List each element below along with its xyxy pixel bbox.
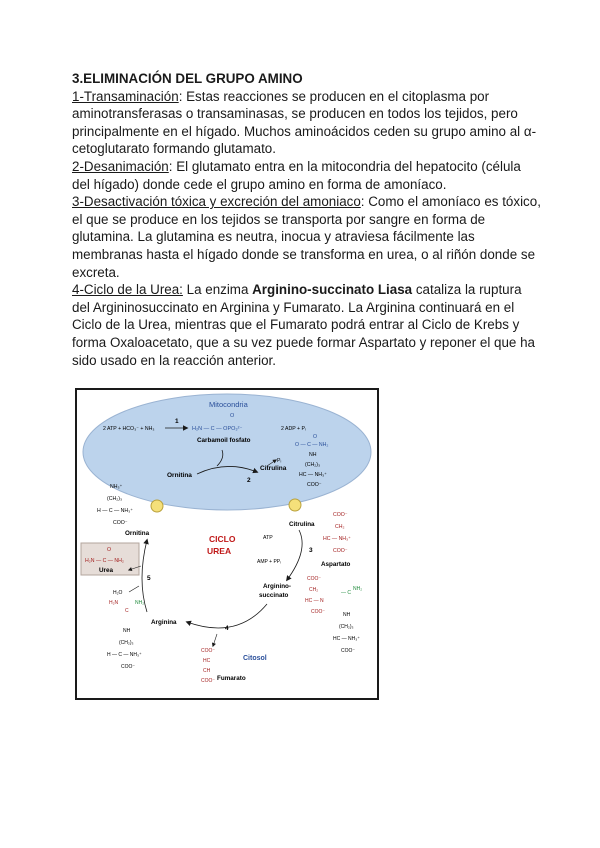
citrulline-coo: COO⁻: [307, 482, 322, 488]
urea-cycle-figure: [75, 388, 379, 700]
ciclo-urea-label: 4-Ciclo de la Urea:: [72, 282, 183, 298]
amp-label: AMP + PPᵢ: [257, 559, 281, 565]
step1-label: 1: [175, 418, 179, 425]
enzyme-name: Arginino-succinato Liasa: [252, 282, 413, 298]
arginine-hc: H — C — NH₃⁺: [107, 652, 142, 658]
aspartate-hc: HC — NH₃⁺: [323, 536, 351, 542]
desactivacion-label: 3-Desactivación tóxica y excreción del amoniaco: [72, 194, 361, 210]
ornithine-nh3: NH₃⁺: [110, 484, 123, 490]
ciclo-urea-text: cataliza la ruptura del Argininosuccinato en Arginina y Fumarato. La Arginina continuará en el Ciclo de la Urea, mientras que el Fumarato podrá entrar al Ciclo de Krebs y forma Oxaloacetato, que a su vez puede formar Aspartato y reponer el que ha sido usado en la reacción anterior.: [72, 282, 535, 368]
arginine-nh2: NH₂: [135, 600, 145, 606]
citrulina-mito-label: Citrulina: [260, 465, 287, 472]
citrulline-hc: HC — NH₃⁺: [299, 472, 327, 478]
step2-label: 2: [247, 477, 251, 484]
ornithine-coo: COO⁻: [113, 520, 128, 526]
reaction1-inputs: 2 ATP + HCO₃⁻ + NH₃: [103, 426, 155, 432]
pi-label: Pᵢ: [277, 458, 282, 464]
fumarate-release-arrow: [213, 634, 217, 646]
citrulline-ch2: (CH₂)₃: [305, 462, 321, 468]
arginine-nh: NH: [123, 628, 131, 634]
fumarate-ch: CH: [203, 668, 211, 674]
argsucc-hc: HC — N: [305, 598, 324, 604]
desanimacion-text: : El glutamato entra en la mitocondria del hepatocito (célula del hígado) donde cede el grupo amino en forma de amoníaco.: [72, 158, 521, 192]
water-input-line: [129, 586, 139, 592]
ornitina-cytosol-label: Ornitina: [125, 530, 150, 537]
ciclo-label: CICLO: [209, 534, 236, 544]
ciclo-urea-pre: La enzima: [182, 282, 253, 298]
argsucc-ch2: CH₂: [309, 587, 319, 593]
urea-formula: H₂N — C — NH₂: [85, 558, 124, 564]
desactivacion-text: : Como el amoníaco es tóxico, el que se produce en los tejidos se transporta por sangre en forma de glutamina. La glutamina es neutra, inocua y atraviesa fácilmente las membranas hasta el hígado donde se transforma en urea, o al riñón donde se excreta.: [72, 194, 541, 280]
document-text: [72, 70, 542, 369]
fumarate-coo-top: COO⁻: [201, 648, 216, 654]
aspartate-coo-top: COO⁻: [333, 512, 348, 518]
arginine-ch22: (CH₂)₃: [119, 640, 134, 646]
ornithine-ch2: (CH₂)₃: [107, 496, 123, 502]
arginina-label: Arginina: [151, 619, 177, 626]
urea-title-label: UREA: [207, 546, 232, 556]
arginine-coo: COO⁻: [121, 664, 136, 670]
h2o-label: H₂O: [113, 590, 123, 596]
aspartate-coo-bottom: COO⁻: [333, 548, 348, 554]
aspartate-ch2: CH₂: [335, 524, 345, 530]
aspartato-label: Aspartato: [321, 561, 351, 568]
argsucc-coo-top: COO⁻: [307, 576, 322, 582]
ornithine-transporter: [151, 500, 163, 512]
argsucc-coo: COO⁻: [341, 648, 356, 654]
paragraph-desactivacion: [72, 193, 542, 281]
argsucc-nh: NH: [343, 612, 351, 618]
step5-label: 5: [147, 575, 151, 582]
argsucc-coo-bottom: COO⁻: [311, 609, 326, 615]
step4-label: 4: [225, 625, 229, 632]
citrulina-cytosol-label: Citrulina: [289, 521, 315, 528]
section-heading: 3.ELIMINACIÓN DEL GRUPO AMINO: [72, 71, 303, 86]
urea-oxygen: O: [107, 547, 112, 553]
argsucc-nh2: NH₂: [353, 586, 363, 592]
transaminacion-label: 1-Transaminación: [72, 88, 179, 104]
citrulline-oxygen: O: [313, 434, 318, 440]
urea-cycle-diagram: [77, 390, 377, 698]
argsucc-ch22: (CH₂)₃: [339, 624, 354, 630]
mitochondrion-shape: [83, 394, 371, 510]
transaminacion-text: : Estas reacciones se producen en el citoplasma por aminotransferasas o transaminasas, se producen en todos los tejidos, pero principalmente en el hígado. Muchos aminoácidos ceden su grupo amino al α-cetoglutarato formando glutamato.: [72, 88, 537, 157]
carbamoyl-formula: H₂N — C — OPO₃²⁻: [192, 426, 243, 432]
argininosuccinato-label-2: succinato: [259, 592, 289, 599]
ornitina-mito-label: Ornitina: [167, 472, 192, 479]
paragraph-desanimacion: [72, 158, 542, 193]
fumarate-coo-bottom: COO⁻: [201, 678, 216, 684]
paragraph-ciclo-urea: [72, 281, 542, 369]
argsucc-c: — C: [341, 590, 351, 596]
argsucc-hc-nh3: HC — NH₃⁺: [333, 636, 360, 642]
reaction1-outputs: 2 ADP + Pᵢ: [281, 426, 306, 432]
desanimacion-label: 2-Desanimación: [72, 158, 169, 174]
citosol-label: Citosol: [243, 655, 267, 662]
carbamoyl-oxygen: O: [230, 413, 235, 419]
atp-label: ATP: [263, 535, 273, 541]
reaction3-arrow: [287, 530, 302, 580]
arginine-c: C: [125, 608, 129, 614]
arginine-h2n: H₂N: [109, 600, 119, 606]
paragraph-transaminacion: [72, 88, 542, 158]
carbamoyl-name: Carbamoil fosfato: [197, 437, 251, 444]
citrulline-transporter: [289, 499, 301, 511]
citrulline-carbonyl: O — C — NH₂: [295, 442, 329, 448]
ornithine-hc: H — C — NH₃⁺: [97, 508, 133, 514]
urea-label: Urea: [99, 567, 114, 574]
fumarato-label: Fumarato: [217, 675, 246, 682]
step3-label: 3: [309, 547, 313, 554]
citrulline-nh: NH: [309, 452, 317, 458]
mitocondria-label: Mitocondria: [209, 400, 248, 409]
argininosuccinato-label-1: Arginino-: [263, 583, 291, 590]
fumarate-hc: HC: [203, 658, 211, 664]
